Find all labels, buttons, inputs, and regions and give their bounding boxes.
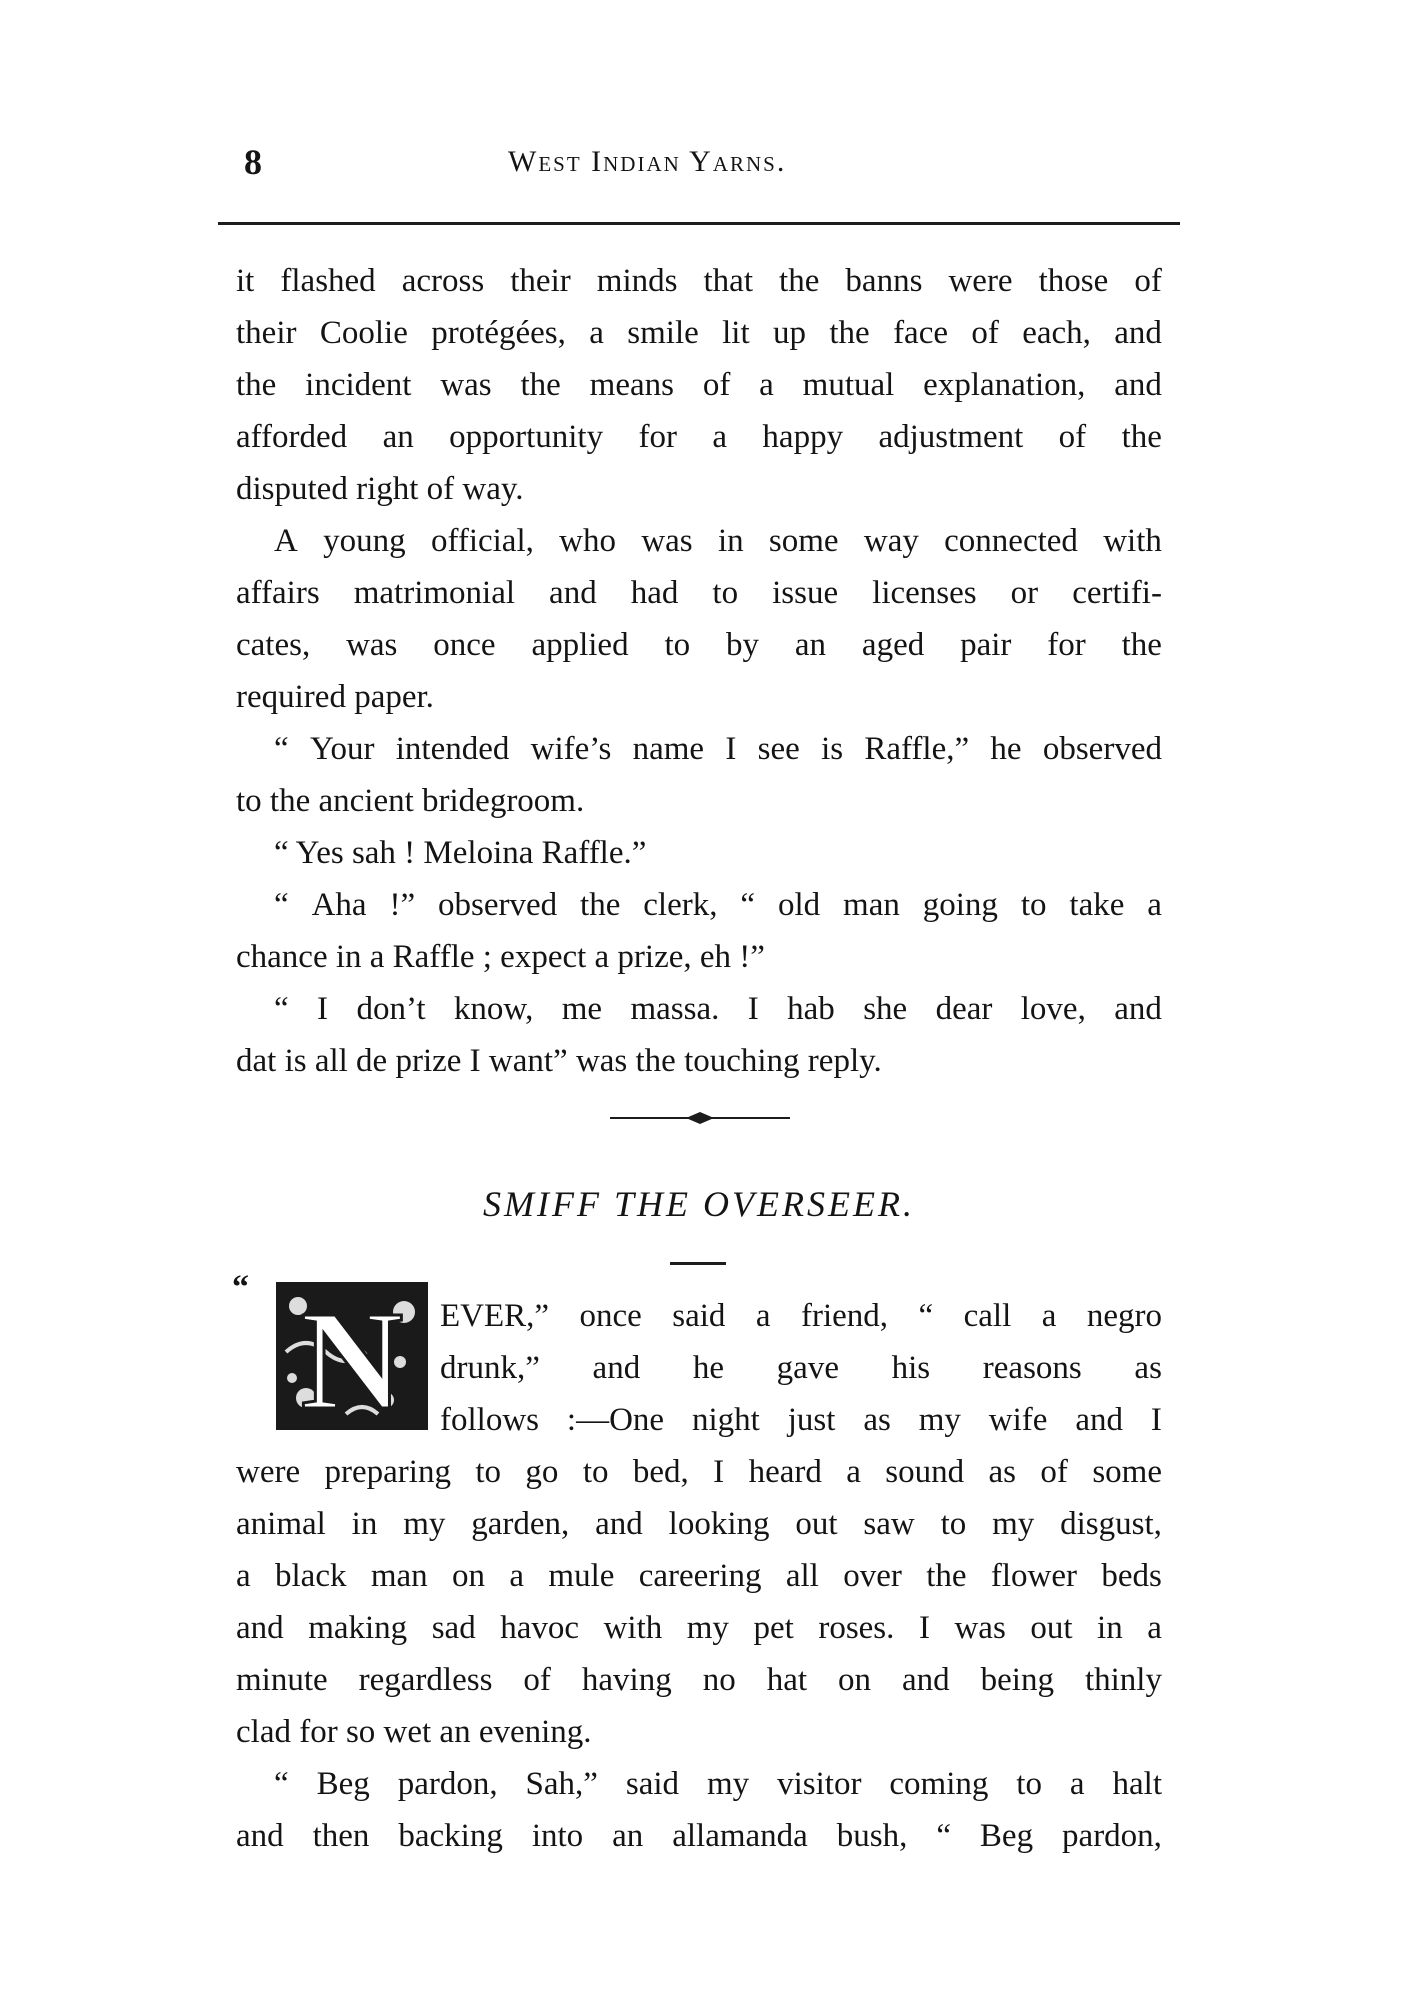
text-line [236,723,1162,775]
word: night [691,1402,760,1438]
word: and [1114,991,1162,1027]
word: adjustment [878,419,1024,455]
word: the [236,367,277,403]
word: on [452,1558,486,1594]
word: was [954,1610,1006,1646]
word: old [777,887,821,923]
word: garden, [471,1506,570,1542]
word: for [638,419,677,455]
word: to [475,1454,502,1490]
opening-quote: “ [232,1269,249,1306]
word: protégées, [431,315,566,351]
word: for [1047,627,1086,663]
word: pet [753,1610,794,1646]
word: an [794,627,827,663]
word: just [787,1402,836,1438]
word: out [795,1506,838,1542]
word: Your [309,731,375,767]
word: go [525,1454,559,1490]
word: said [672,1298,726,1334]
word: regardless [358,1662,493,1698]
word: :—One [566,1402,665,1438]
word: he [990,731,1022,767]
word: Raffle,” [864,731,970,767]
word: backing [398,1818,503,1854]
word: animal [236,1506,326,1542]
word: an [612,1818,644,1854]
word: and [1114,367,1162,403]
word: looking [668,1506,770,1542]
word: I [713,1454,725,1490]
text-line: disputed right of way. [236,471,524,507]
word: to [582,1454,609,1490]
word: is [821,731,844,767]
word: a [759,367,774,403]
word: in [717,523,744,559]
word: their [510,263,571,299]
title-rule [670,1262,726,1265]
word: of [702,367,731,403]
word: or [1010,575,1039,611]
word: each, [1022,315,1091,351]
word: cates, [236,627,311,663]
word: man [370,1558,428,1594]
word: visitor [777,1766,862,1802]
word: of [523,1662,551,1698]
drop-cap-letter: N [300,1282,404,1430]
word: opportunity [449,419,604,455]
text-line: chance in a Raffle ; expect a prize, eh !” [236,939,765,975]
word: as [1134,1350,1162,1386]
word: “ [274,887,289,923]
word: having [581,1662,672,1698]
word: the [1121,419,1162,455]
word: take [1069,887,1125,923]
word: see [757,731,800,767]
word: affairs [236,575,320,611]
word: mutual [802,367,895,403]
word: over [843,1558,902,1594]
word: way [863,523,919,559]
word: smile [627,315,699,351]
text-line [236,1446,1162,1498]
word: the [520,367,561,403]
word: a [236,1558,251,1594]
word: to [1020,887,1047,923]
word: intended [395,731,510,767]
word: me [561,991,603,1027]
word: to [940,1506,967,1542]
word: wife’s [530,731,612,767]
section-text [236,255,1162,1087]
word: “ [936,1818,951,1854]
word: who [559,523,617,559]
word: thinly [1084,1662,1162,1698]
word: “ [918,1298,934,1334]
word: official, [430,523,534,559]
word: observed [1042,731,1162,767]
word: once [433,627,496,663]
word: sad [431,1610,476,1646]
word: I [725,731,737,767]
text-line [236,359,1162,411]
word: a [1069,1766,1085,1802]
word: all [785,1558,819,1594]
text-line [236,307,1162,359]
word: my [918,1402,961,1438]
word: love, [1020,991,1086,1027]
word: was [641,523,693,559]
header-rule [218,222,1180,225]
word: said [625,1766,680,1802]
word: minds [596,263,678,299]
word: aged [861,627,925,663]
word: my [686,1610,729,1646]
word: being [980,1662,1054,1698]
word: dear [935,991,993,1027]
word: “ [274,1766,289,1802]
text-line [440,1342,1162,1394]
word: some [1092,1454,1162,1490]
text-line [236,1602,1162,1654]
word: and [236,1818,284,1854]
word: black [275,1558,347,1594]
word: call [963,1298,1012,1334]
word: she [863,991,908,1027]
word: heard [748,1454,822,1490]
word: into [531,1818,584,1854]
word: preparing [324,1454,451,1490]
text-line: required paper. [236,679,434,715]
word: connected [944,523,1078,559]
drop-cap-initial [276,1282,428,1430]
word: their [236,315,297,351]
word: Sah,” [525,1766,598,1802]
chapter-title: SMIFF THE OVERSEER. [483,1184,915,1224]
text-line [236,515,1162,567]
word: don’t [356,991,426,1027]
word: in [1097,1610,1123,1646]
word: that [703,263,753,299]
word: mule [548,1558,615,1594]
word: gave [776,1350,839,1386]
word: across [401,263,485,299]
word: I [1150,1402,1162,1438]
text-line [236,567,1162,619]
word: friend, [801,1298,889,1334]
word: happy [762,419,844,455]
running-title: West Indian Yarns. [508,145,787,178]
word: and [592,1350,641,1386]
word: the [926,1558,967,1594]
word: my [992,1506,1035,1542]
word: a [589,315,604,351]
word: the [829,315,870,351]
word: roses. [818,1610,895,1646]
word: he [692,1350,725,1386]
word: a [1041,1298,1057,1334]
word: had [630,575,679,611]
word: and [595,1506,643,1542]
word: my [403,1506,446,1542]
word: “ [274,991,289,1027]
word: incident [305,367,412,403]
text-line [236,1654,1162,1706]
word: in [351,1506,378,1542]
word: !” [389,887,416,923]
text-line [236,1550,1162,1602]
word: Beg [316,1766,370,1802]
word: once [579,1298,642,1334]
word: making [308,1610,408,1646]
word: clerk, [643,887,718,923]
word: it [236,263,255,299]
word: to [712,575,739,611]
word: going [922,887,998,923]
word: a [509,1558,525,1594]
word: was [346,627,398,663]
word: up [773,315,807,351]
word: halt [1112,1766,1162,1802]
word: wife [988,1402,1048,1438]
word: out [1030,1610,1073,1646]
word: young [323,523,406,559]
text-line [440,1394,1162,1446]
word: “ [274,731,289,767]
word: I [918,1610,930,1646]
word: a [712,419,728,455]
word: Aha [311,887,367,923]
word: with [603,1610,663,1646]
word: minute [236,1662,328,1698]
word: licenses [872,575,977,611]
chapter-text [236,1446,1162,1862]
text-line: clad for so wet an evening. [236,1714,592,1750]
text-line [236,1758,1162,1810]
text-line: dat is all de prize I want” was the touching reply. [236,1043,882,1079]
word: to [1016,1766,1042,1802]
word: sound [885,1454,965,1490]
word: explanation, [923,367,1086,403]
word: of [1134,263,1162,299]
text-line [236,1810,1162,1862]
word: bush, [836,1818,908,1854]
word: by [726,627,760,663]
word: man [843,887,900,923]
word: a [755,1298,771,1334]
word: flower [990,1558,1078,1594]
word: flashed [280,263,376,299]
word: an [382,419,414,455]
word: of [971,315,999,351]
word: coming [889,1766,989,1802]
word: to [664,627,691,663]
drop-cap-lines [440,1290,1162,1446]
word: a [1147,887,1162,923]
word: with [1103,523,1162,559]
word: certifi- [1072,575,1162,611]
word: means [589,367,674,403]
page-number: 8 [244,142,262,182]
word: I [317,991,329,1027]
word: his [891,1350,931,1386]
word: hat [766,1662,808,1698]
word: A [274,523,298,559]
word: and [236,1610,284,1646]
word: were [948,263,1013,299]
word: as [863,1402,891,1438]
word: was [440,367,492,403]
word: drunk,” [440,1350,540,1386]
word: the [779,263,820,299]
text-line [236,1498,1162,1550]
word: massa. [630,991,720,1027]
word: name [632,731,705,767]
word: then [312,1818,370,1854]
word: careering [638,1558,762,1594]
word: afforded [236,419,348,455]
word: Beg [979,1818,1034,1854]
word: EVER,” [440,1298,550,1334]
section-ornament [610,1108,790,1128]
word: know, [453,991,534,1027]
word: as [988,1454,1017,1490]
word: bed, [632,1454,689,1490]
word: pardon, [1062,1818,1162,1854]
word: my [706,1766,750,1802]
word: reasons [982,1350,1082,1386]
word: and [549,575,597,611]
word: the [580,887,621,923]
word: and [1114,315,1162,351]
word: beds [1101,1558,1162,1594]
word: Coolie [319,315,408,351]
text-line: “ Yes sah ! Meloina Raffle.” [274,835,647,871]
word: follows [440,1402,539,1438]
word: pair [960,627,1012,663]
word: havoc [500,1610,580,1646]
running-header [238,138,1178,188]
word: pardon, [397,1766,498,1802]
word: lit [722,315,750,351]
text-line [236,879,1162,931]
word: were [236,1454,301,1490]
word: a [1147,1610,1162,1646]
word: negro [1086,1298,1162,1334]
word: of [1040,1454,1068,1490]
word: I [747,991,759,1027]
word: applied [531,627,629,663]
word: saw [863,1506,915,1542]
word: hab [787,991,835,1027]
word: face [893,315,948,351]
text-line [236,983,1162,1035]
word: banns [845,263,923,299]
word: those [1038,263,1109,299]
text-line: to the ancient bridegroom. [236,783,585,819]
word: the [1121,627,1162,663]
word: a [846,1454,861,1490]
word: disgust, [1060,1506,1162,1542]
text-line [440,1290,1162,1342]
word: no [702,1662,736,1698]
word: matrimonial [353,575,516,611]
word: issue [772,575,839,611]
word: allamanda [672,1818,808,1854]
text-line [236,619,1162,671]
word: observed [438,887,558,923]
word: and [1075,1402,1123,1438]
word: of [1058,419,1087,455]
text-line [236,411,1162,463]
word: on [838,1662,871,1698]
word: some [768,523,839,559]
word: and [901,1662,950,1698]
text-line [236,255,1162,307]
word: “ [740,887,756,923]
